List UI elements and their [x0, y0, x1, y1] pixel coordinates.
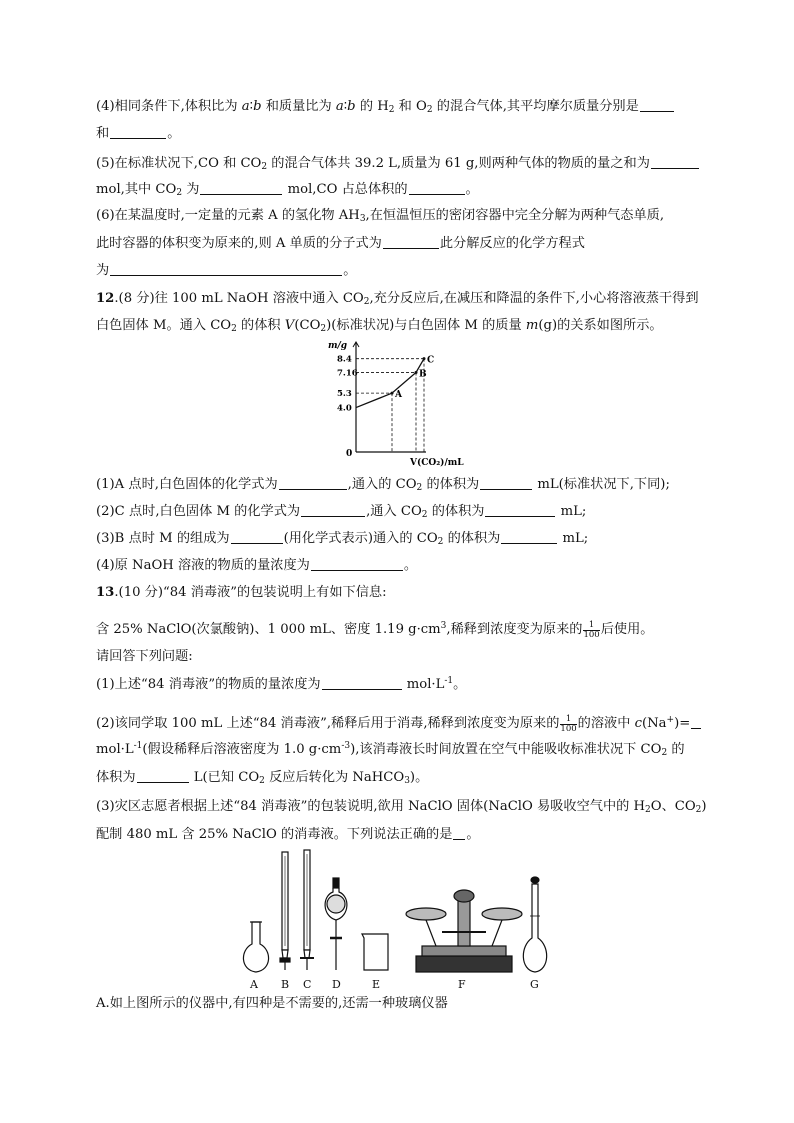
- answer-blank[interactable]: [640, 97, 674, 112]
- answer-blank[interactable]: [231, 529, 283, 544]
- y-tick-label: 4.0: [337, 403, 352, 414]
- q12-sub4: (4)原 NaOH 溶液的物质的量浓度为 。: [96, 558, 418, 573]
- instrument-label-g: G: [530, 978, 539, 991]
- instrument-label-b: B: [281, 978, 290, 991]
- y-axis-label: m/g: [328, 341, 348, 351]
- answer-blank[interactable]: [485, 502, 555, 517]
- instrument-label-a: A: [250, 978, 258, 991]
- point-label: C: [427, 355, 435, 366]
- round-bottom-flask-icon: [243, 922, 268, 972]
- data-point: [423, 357, 426, 360]
- answer-blank[interactable]: [110, 261, 342, 276]
- data-point: [415, 371, 418, 374]
- q13-sub2-line2: $mol\cdot L^{-1}$(假设稀释后溶液密度为 1.0 $g\cdot cm^{-3}$),该消毒液长时间放置在空气中能吸收标准状况下 $CO_2$ 的: [96, 741, 685, 758]
- q12-stem-line2: 白色固体 M。通入 $CO_2$ 的体积 $V(CO_2)$(标准状况)与白色固体 M 的质量 m(g)的关系如图所示。: [96, 318, 663, 334]
- beaker-icon: [362, 934, 388, 970]
- answer-blank[interactable]: [311, 556, 403, 571]
- burette-icon: [280, 852, 290, 970]
- instrument-label-e: E: [372, 978, 381, 991]
- point-label: A: [395, 390, 402, 401]
- volumetric-flask-icon: [523, 877, 546, 972]
- q12-sub2: (2)C 点时,白色固体 M 的化学式为 ,通入 $CO_2$ 的体积为 mL;: [96, 504, 587, 520]
- q13-sub3-line1: (3)灾区志愿者根据上述“84 消毒液”的包装说明,欲用 NaClO 固体(NaClO 易吸收空气中的 $H_2O$、$CO_2$): [96, 799, 707, 815]
- answer-blank[interactable]: [480, 475, 532, 490]
- separatory-funnel-icon: [325, 878, 347, 970]
- answer-blank[interactable]: [409, 180, 465, 195]
- instrument-label-c: C: [303, 978, 312, 991]
- answer-blank[interactable]: [200, 180, 282, 195]
- q13-info: 含 25% NaClO(次氯酸钠)、1 000 mL、密度 1.19 $g\cdot cm^3$,稀释到浓度变为原来的 $\frac{1}{100}$ 后使用。: [96, 620, 654, 640]
- q11-part4-line2: 和 。: [96, 126, 181, 141]
- origin-label: 0: [346, 449, 353, 459]
- data-line: [356, 359, 424, 408]
- q13-ask: 请回答下列问题:: [96, 649, 193, 664]
- y-tick-label: 7.16: [337, 368, 358, 379]
- answer-blank[interactable]: [651, 154, 699, 169]
- answer-blank[interactable]: [453, 825, 465, 840]
- x-axis-label: V(CO₂)/mL: [410, 458, 464, 468]
- answer-blank[interactable]: [279, 475, 347, 490]
- lab-instruments-figure: [236, 846, 560, 994]
- q11-part6-line3: 为 。: [96, 263, 357, 278]
- q11-part6-line1: (6)在某温度时,一定量的元素 A 的氢化物 $AH_3$,在恒温恒压的密闭容器中完全分解为两种气态单质,: [96, 208, 665, 224]
- balance-icon: [406, 890, 522, 972]
- q12-stem-line1: 12.(8 分)往 100 mL NaOH 溶液中通入 $CO_2$,充分反应后,在减压和降温的条件下,小心将溶液蒸干得到: [96, 291, 699, 307]
- q11-part5-line1: (5)在标准状况下,CO 和 $CO_2$ 的混合气体共 39.2 L,质量为 61 g,则两种气体的物质的量之和为: [96, 154, 700, 173]
- q13-sub2-line3: 体积为 L(已知 $CO_2$ 反应后转化为 NaHCO$_3$)。: [96, 770, 429, 786]
- q13-sub1: (1)上述“84 消毒液”的物质的量浓度为 $mol\cdot L^{-1}$。: [96, 676, 467, 692]
- point-label: B: [419, 369, 427, 380]
- q13-stem: 13.(10 分)“84 消毒液”的包装说明上有如下信息:: [96, 585, 387, 600]
- q12-sub3: (3)B 点时 M 的组成为 (用化学式表示)通入的 $CO_2$ 的体积为 mL;: [96, 531, 589, 547]
- data-point: [391, 392, 394, 395]
- instrument-label-f: F: [458, 978, 466, 991]
- answer-blank[interactable]: [137, 768, 189, 783]
- q11-part5-line2: mol,其中 $CO_2$ 为 mol,CO 占总体积的 。: [96, 182, 479, 198]
- q13-sub3-line2: 配制 480 mL 含 25% NaClO 的消毒液。下列说法正确的是 。: [96, 827, 480, 842]
- q12-sub1: (1)A 点时,白色固体的化学式为 ,通入的 $CO_2$ 的体积为 mL(标准状况下,下同);: [96, 477, 670, 493]
- q11-part6-line2: 此时容器的体积变为原来的,则 A 单质的分子式为 此分解反应的化学方程式: [96, 236, 585, 251]
- fraction-1-100: $\frac{1}{100}$: [583, 620, 600, 640]
- answer-blank[interactable]: [501, 529, 557, 544]
- instrument-labels: [249, 978, 539, 991]
- answer-blank[interactable]: [301, 502, 365, 517]
- y-tick-label: 8.4: [337, 354, 352, 365]
- fraction-1-100: $\frac{1}{100}$: [560, 714, 577, 734]
- answer-blank[interactable]: [383, 234, 439, 249]
- q11-part4-line1: (4)相同条件下,体积比为 a∶b 和质量比为 a∶b 的 $H_2$ 和 $O_2$ 的混合气体,其平均摩尔质量分别是: [96, 97, 675, 116]
- q13-option-a: A.如上图所示的仪器中,有四种是不需要的,还需一种玻璃仪器: [96, 996, 448, 1011]
- answer-blank[interactable]: [691, 714, 701, 729]
- q13-sub2-line1: (2)该同学取 100 mL 上述“84 消毒液”,稀释后用于消毒,稀释到浓度变为原来的 $\frac{1}{100}$ 的溶液中 c(Na+)=: [96, 714, 702, 734]
- burette-icon: [300, 850, 314, 970]
- answer-blank[interactable]: [322, 675, 402, 690]
- y-tick-label: 5.3: [337, 389, 352, 400]
- instrument-label-d: D: [332, 978, 341, 991]
- answer-blank[interactable]: [110, 124, 166, 139]
- co2-mass-chart: [326, 336, 476, 468]
